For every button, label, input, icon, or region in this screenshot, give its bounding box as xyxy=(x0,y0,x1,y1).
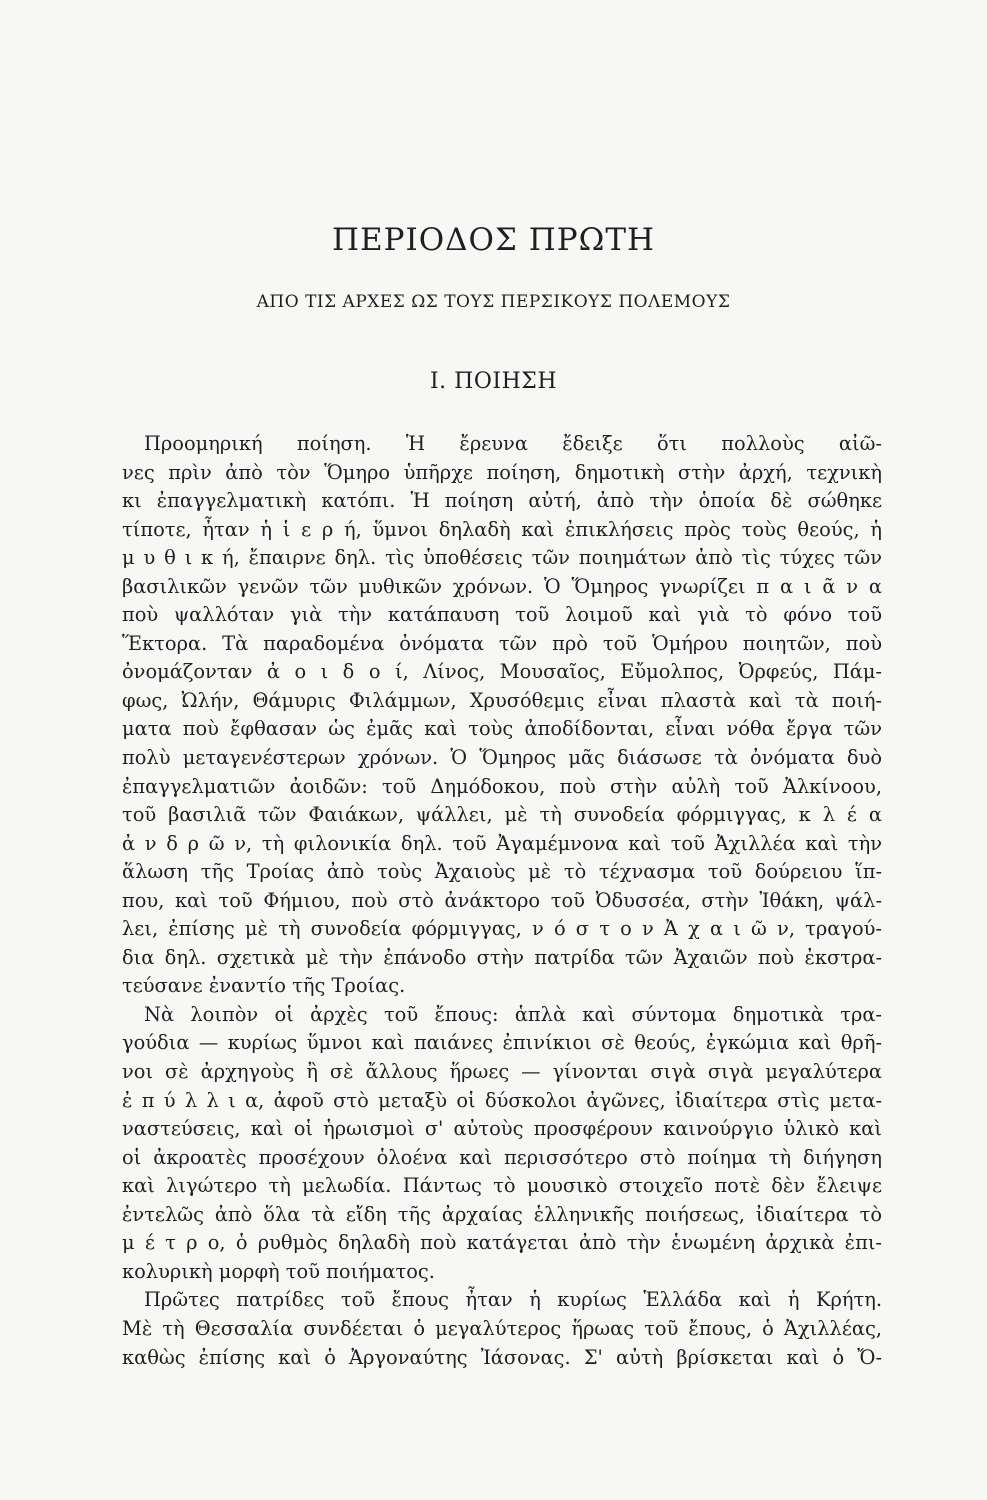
chapter-title: ΠΕΡΙΟΔΟΣ ΠΡΩΤΗ xyxy=(331,222,656,258)
text-line: ὀνομάζονταν ἀ ο ι δ ο ί, Λίνος, Μουσαῖος, Εὔμολπος, Ὀρφεύς, Πάμ- xyxy=(122,660,882,684)
text-line: Νὰ λοιπὸν οἱ ἀρχὲς τοῦ ἔπους: ἁπλὰ καὶ σύντομα δημοτικὰ τρα- xyxy=(144,1002,882,1026)
text-line: νες πρὶν ἀπὸ τὸν Ὅμηρο ὑπῆρχε ποίηση, δημοτικὴ στὴν ἀρχή, τεχνικὴ xyxy=(122,460,882,484)
text-line: που, καὶ τοῦ Φήμιου, ποὺ στὸ ἀνάκτορο τοῦ Ὀδυσσέα, στὴν Ἰθάκη, ψάλ- xyxy=(122,888,882,912)
text-line: ἅλωση τῆς Τροίας ἀπὸ τοὺς Ἀχαιοὺς μὲ τὸ τέχνασμα τοῦ δούρειου ἵπ- xyxy=(122,860,882,884)
text-line: ματα ποὺ ἔφθασαν ὡς ἐμᾶς καὶ τοὺς ἀποδίδονται, εἶναι νόθα ἔργα τῶν xyxy=(122,717,882,741)
text-line: βασιλικῶν γενῶν τῶν μυθικῶν χρόνων. Ὁ Ὅμηρος γνωρίζει π α ι ᾶ ν α xyxy=(122,574,882,598)
text-line: ἐπαγγελματιῶν ἀοιδῶν: τοῦ Δημόδοκου, ποὺ στὴν αὐλὴ τοῦ Ἀλκίνοου, xyxy=(122,774,882,798)
text-line: οἱ ἀκροατὲς προσέχουν ὁλοένα καὶ περισσότερο στὸ ποίημα τὴ διήγηση xyxy=(122,1145,882,1169)
text-line: φως, Ὠλήν, Θάμυρις Φιλάμμων, Χρυσόθεμις εἶναι πλαστὰ καὶ τὰ ποιή- xyxy=(122,688,882,712)
text-line: τίποτε, ἦταν ἡ ἱ ε ρ ή, ὕμνοι δηλαδὴ καὶ ἐπικλήσεις πρὸς τοὺς θεούς, ἡ xyxy=(122,517,882,541)
text-line: μ υ θ ι κ ή, ἔπαιρνε δηλ. τὶς ὑποθέσεις τῶν ποιημάτων ἀπὸ τὶς τύχες τῶν xyxy=(122,546,882,570)
text-line: καθὼς ἐπίσης καὶ ὁ Ἀργοναύτης Ἰάσονας. Σ' αὐτὴ βρίσκεται καὶ ὁ Ὄ- xyxy=(122,1345,882,1369)
text-line: ποὺ ψαλλόταν γιὰ τὴν κατάπαυση τοῦ λοιμοῦ καὶ γιὰ τὸ φόνο τοῦ xyxy=(122,603,882,627)
text-line: νοι σὲ ἀρχηγοὺς ἢ σὲ ἄλλους ἥρωες — γίνονται σιγὰ σιγὰ μεγαλύτερα xyxy=(122,1060,882,1084)
text-line: Πρῶτες πατρίδες τοῦ ἔπους ἦταν ἡ κυρίως Ἑλλάδα καὶ ἡ Κρήτη. xyxy=(144,1288,882,1312)
text-line: τοῦ βασιλιᾶ τῶν Φαιάκων, ψάλλει, μὲ τὴ συνοδεία φόρμιγγας, κ λ έ α xyxy=(122,803,882,827)
text-line: λει, ἐπίσης μὲ τὴ συνοδεία φόρμιγγας, ν ό σ τ ο ν Ἀ χ α ι ῶ ν, τραγού- xyxy=(122,917,882,941)
text-line: κι ἐπαγγελματικὴ κατόπι. Ἡ ποίηση αὐτή, ἀπὸ τὴν ὁποία δὲ σώθηκε xyxy=(122,489,882,513)
text-line: κολυρικὴ μορφὴ τοῦ ποιήματος. xyxy=(122,1259,435,1283)
text-line: Προομηρική ποίηση. Ἡ ἔρευνα ἔδειξε ὅτι πολλοὺς αἰῶ- xyxy=(144,432,882,455)
text-line: δια δηλ. σχετικὰ μὲ τὴν ἐπάνοδο στὴν πατρίδα τῶν Ἀχαιῶν ποὺ ἐκστρα- xyxy=(122,945,882,969)
text-line: τεύσανε ἐναντίο τῆς Τροίας. xyxy=(122,974,406,998)
text-line: ἀ ν δ ρ ῶ ν, τὴ φιλονικία δηλ. τοῦ Ἀγαμέμνονα καὶ τοῦ Ἀχιλλέα καὶ τὴν xyxy=(122,831,882,855)
paragraph-3 xyxy=(122,1286,882,1372)
chapter-subtitle: ΑΠΟ ΤΙΣ ΑΡΧΕΣ ΩΣ ΤΟΥΣ ΠΕΡΣΙΚΟΥΣ ΠΟΛΕΜΟΥΣ xyxy=(256,292,731,312)
text-line: ἐ π ύ λ λ ι α, ἀφοῦ στὸ μεταξὺ οἱ δύσκολοι ἀγῶνες, ἰδιαίτερα στὶς μετα- xyxy=(122,1088,882,1112)
text-line: ἐντελῶς ἀπὸ ὅλα τὰ εἴδη τῆς ἀρχαίας ἑλληνικῆς ποιήσεως, ἰδιαίτερα τὸ xyxy=(122,1202,882,1226)
text-line: Ἕκτορα. Τὰ παραδομένα ὀνόματα τῶν πρὸ τοῦ Ὁμήρου ποιητῶν, ποὺ xyxy=(122,631,882,655)
body-text xyxy=(122,430,882,1372)
paragraph-1 xyxy=(122,430,882,1001)
section-heading: Ι. ΠΟΙΗΣΗ xyxy=(429,369,557,394)
paragraph-2 xyxy=(122,1001,882,1286)
text-line: ναστεύσεις, καὶ οἱ ἡρωισμοὶ σ' αὐτοὺς προσφέρουν καινούργιο ὑλικὸ καὶ xyxy=(122,1117,882,1141)
text-line: πολὺ μεταγενέστερων χρόνων. Ὁ Ὅμηρος μᾶς διάσωσε τὰ ὀνόματα δυὸ xyxy=(122,746,882,770)
text-line: καὶ λιγώτερο τὴ μελωδία. Πάντως τὸ μουσικὸ στοιχεῖο ποτὲ δὲν ἔλειψε xyxy=(122,1174,882,1198)
text-line: μ έ τ ρ ο, ὁ ρυθμὸς δηλαδὴ ποὺ κατάγεται ἀπὸ τὴν ἑνωμένη ἀρχικὰ ἐπι- xyxy=(122,1231,882,1255)
text-line: Μὲ τὴ Θεσσαλία συνδέεται ὁ μεγαλύτερος ἥρωας τοῦ ἔπους, ὁ Ἀχιλλέας, xyxy=(122,1316,882,1340)
text-line: γούδια — κυρίως ὕμνοι καὶ παιάνες ἐπινίκιοι σὲ θεούς, ἐγκώμια καὶ θρῆ- xyxy=(122,1031,882,1055)
